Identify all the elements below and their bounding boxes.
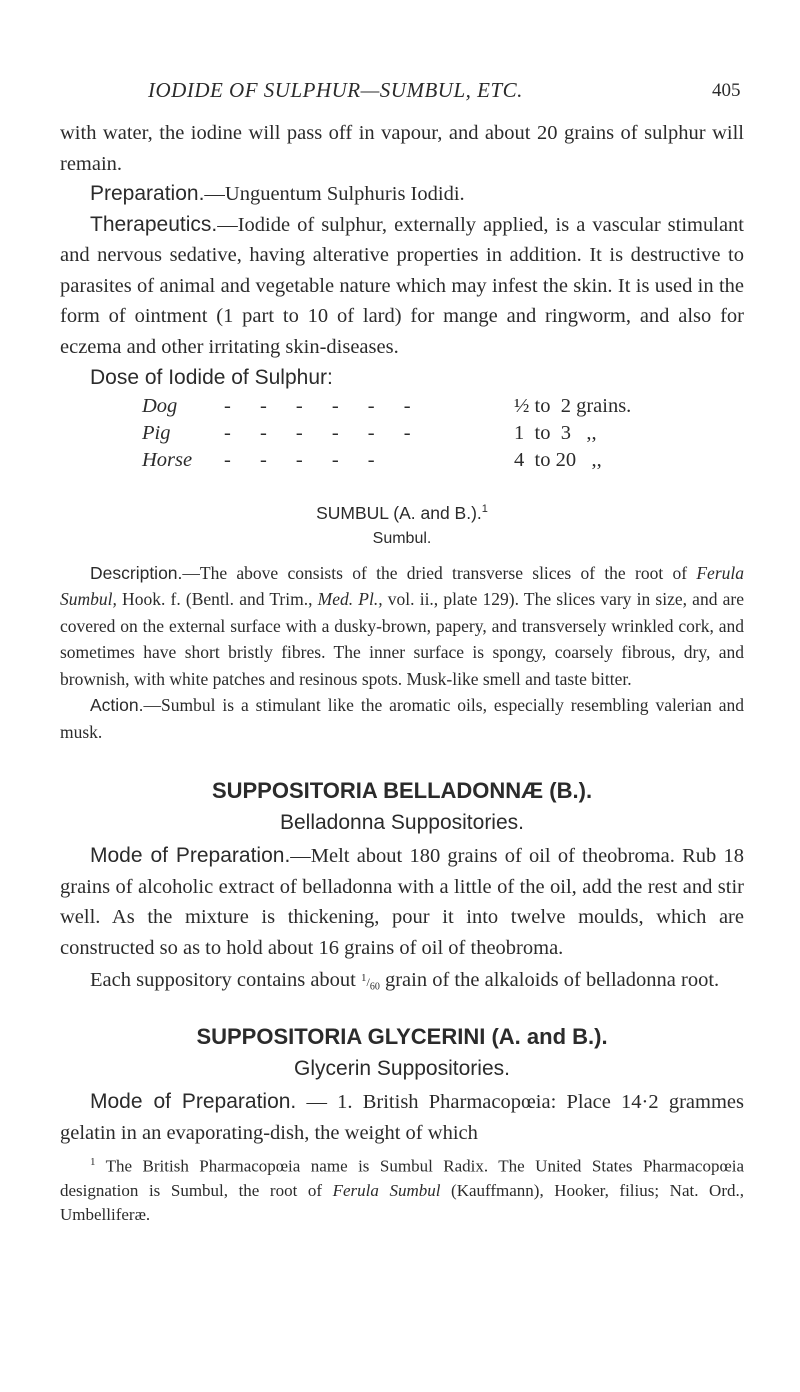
action-paragraph <box>60 692 744 745</box>
page-content <box>60 120 744 1227</box>
therapeutics-text: —Iodide of sulphur, externally applied, is a vascular stimulant and nervous sedative, having alterative properties in addition. It is destructive to parasites of animal and vegetable nature which may infest the skin. It is used in the form of ointment (1 part to 10 of lard) for mange and ringworm, and also for eczema and other irritating skin-diseases. <box>60 213 744 358</box>
footnote-reference[interactable]: 1 <box>481 503 488 515</box>
dose-animal: Pig <box>142 422 171 444</box>
glycerin-mode-paragraph <box>60 1087 744 1148</box>
footnote-text-2: (Kauffmann), Hooker, filius; Nat. Ord., Umbelliferæ. <box>60 1180 744 1224</box>
dose-leader: - - - - - <box>224 449 387 471</box>
sumbul-title <box>60 496 744 526</box>
running-title: IODIDE OF SULPHUR—SUMBUL, ETC. <box>148 78 523 102</box>
dose-row <box>142 447 744 474</box>
dose-amount: ½ to 2 grains. <box>514 395 632 417</box>
footnote-species: Ferula Sumbul <box>332 1180 441 1200</box>
fraction-numerator: 1 <box>361 972 367 985</box>
glycerin-mode-text: — 1. British Pharmacopœia: Place 14·2 grammes gelatin in an evaporating-dish, the weight of which <box>60 1091 744 1144</box>
intro-paragraph: with water, the iodine will pass off in vapour, and about 20 grains of sulphur will remain. <box>60 122 744 175</box>
dose-title: Dose of Iodide of Sulphur: <box>90 366 333 389</box>
dose-table <box>142 393 744 474</box>
preparation-label: Preparation. <box>90 182 205 205</box>
description-paragraph <box>60 560 744 693</box>
belladonna-title: SUPPOSITORIA BELLADONNÆ (B.). <box>211 778 593 804</box>
dose-leader: - - - - - - <box>224 395 423 417</box>
footnote-marker: 1 <box>90 1156 96 1169</box>
glycerin-mode-label: Mode of Preparation. <box>90 1090 297 1114</box>
belladonna-each-paragraph <box>60 963 744 1003</box>
description-label: Description. <box>90 562 183 583</box>
belladonna-subtitle: Belladonna Suppositories. <box>279 811 524 835</box>
action-text: —Sumbul is a stimulant like the aromatic oils, especially resembling valerian and musk. <box>60 695 744 742</box>
description-text-1: —The above consists of the dried transverse slices of the root of <box>182 562 697 583</box>
belladonna-each-text-2: grain of the alkaloids of belladonna root. <box>379 969 720 992</box>
dose-animal: Dog <box>142 395 178 417</box>
glycerin-subtitle: Glycerin Suppositories. <box>294 1057 510 1081</box>
dose-row <box>142 420 744 447</box>
belladonna-mode-label: Mode of Preparation. <box>90 844 291 868</box>
dose-leader: - - - - - - <box>224 422 423 444</box>
dose-animal: Horse <box>142 449 193 471</box>
description-text-3: vol. ii., plate 129). The slices vary in size, and are covered on the external surface with a dusky-brown, papery, and transversely wrinkled cork, and sometimes have short bristly fibres. The inner surface is spongy, coarsely fibrous, dry, and brownish, with white patches and resinous spots. Musk-like smell and taste bitter. <box>60 589 744 689</box>
dose-amount: 1 to 3 ,, <box>514 422 597 444</box>
action-label: Action. <box>90 695 144 716</box>
dose-row <box>142 393 744 420</box>
therapeutics-label: Therapeutics. <box>90 212 218 236</box>
footnote-text-1: The British Pharmacopœia name is Sumbul Radix. The United States Pharmacopœia designation is Sumbul, the root of <box>60 1156 744 1200</box>
glycerin-title: SUPPOSITORIA GLYCERINI (A. and B.). <box>196 1024 608 1050</box>
description-book: Med. Pl., <box>317 589 383 610</box>
preparation-paragraph <box>60 179 744 210</box>
sumbul-subtitle: Sumbul. <box>372 529 432 547</box>
dose-amount: 4 to 20 ,, <box>514 449 602 471</box>
belladonna-mode-text: —Melt about 180 grains of oil of theobroma. Rub 18 grains of alcoholic extract of belladonna with a little of the oil, add the rest and stir well. As the mixture is thickening, pour it into twelve moulds, which are constructed so as to hold about 16 grains of oil of theobroma. <box>60 845 744 959</box>
fraction: $^1/_{60}$ <box>361 972 380 993</box>
therapeutics-paragraph <box>60 210 744 363</box>
page-header <box>0 78 800 114</box>
description-text-2: Hook. f. (Bentl. and Trim., <box>116 589 318 610</box>
fraction-denominator: 60 <box>369 981 380 993</box>
page-number: 405 <box>712 80 741 101</box>
sumbul-title-text: SUMBUL (A. and B.). <box>316 502 482 523</box>
belladonna-each-text-1: Each suppository contains about <box>90 969 362 992</box>
footnote <box>60 1150 744 1227</box>
preparation-text: —Unguentum Sulphuris Iodidi. <box>204 183 465 205</box>
description-species: Ferula Sumbul, <box>60 562 744 610</box>
belladonna-mode-paragraph <box>60 841 744 963</box>
